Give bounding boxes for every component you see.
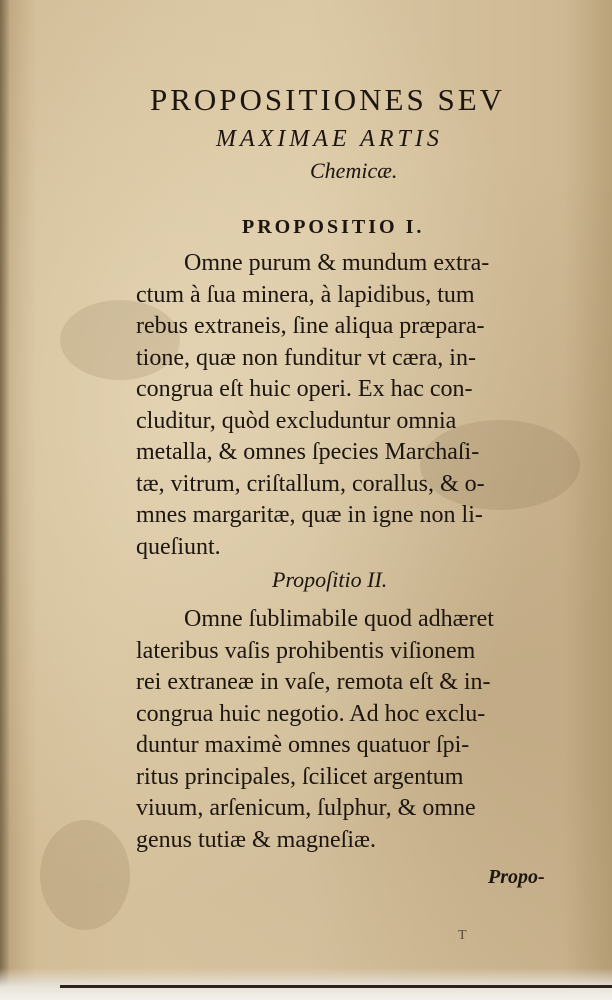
text-line: duntur maximè omnes quatuor ſpi- (136, 732, 470, 758)
text-line: rebus extraneis, ſine aliqua præpara- (136, 313, 485, 339)
proposition-1-text (136, 248, 576, 563)
text-line: queſiunt. (136, 533, 221, 560)
text-line: mnes margaritæ, quæ in igne non li- (136, 502, 483, 528)
catchword: Propo- (488, 866, 545, 888)
text-line: cluditur, quòd excluduntur omnia (136, 407, 457, 434)
text-line: metalla, & omnes ſpecies Marchaſi- (136, 439, 480, 465)
text-line: Omne purum & mundum extra- (184, 250, 490, 276)
text-line: congrua huic negotio. Ad hoc exclu- (136, 700, 486, 727)
page-gutter-shadow (0, 0, 10, 1000)
text-line: rei extraneæ in vaſe, remota eſt & in- (136, 669, 491, 695)
text-line: genus tutiæ & magneſiæ. (136, 826, 376, 853)
text-line: ritus principales, ſcilicet argentum (136, 763, 464, 790)
proposition-2-text (136, 604, 576, 856)
proposition-2-title: Propoſitio II. (272, 567, 388, 592)
text-line: Omne ſublimabile quod adhæret (184, 606, 494, 632)
paper-stain (40, 820, 130, 930)
folio-mark: T (458, 928, 467, 943)
text-line: lateribus vaſis prohibentis viſionem (136, 637, 476, 664)
text-line: ctum à ſua minera, à lapidibus, tum (136, 281, 475, 308)
text-line: tæ, vitrum, criſtallum, corallus, & o- (136, 470, 485, 497)
subheader-title: MAXIMAE ARTIS (216, 126, 443, 152)
scan-bottom-line (60, 985, 612, 988)
running-header: PROPOSITIONES SEV (150, 82, 506, 117)
proposition-1-title: PROPOSITIO I. (242, 216, 425, 238)
subheader-subtitle: Chemicæ. (310, 158, 398, 183)
scan-bottom-edge (0, 968, 612, 1000)
text-line: tione, quæ non funditur vt cæra, in- (136, 344, 476, 371)
text-line: congrua eſt huic operi. Ex hac con- (136, 376, 473, 402)
text-line: viuum, arſenicum, ſulphur, & omne (136, 795, 476, 821)
